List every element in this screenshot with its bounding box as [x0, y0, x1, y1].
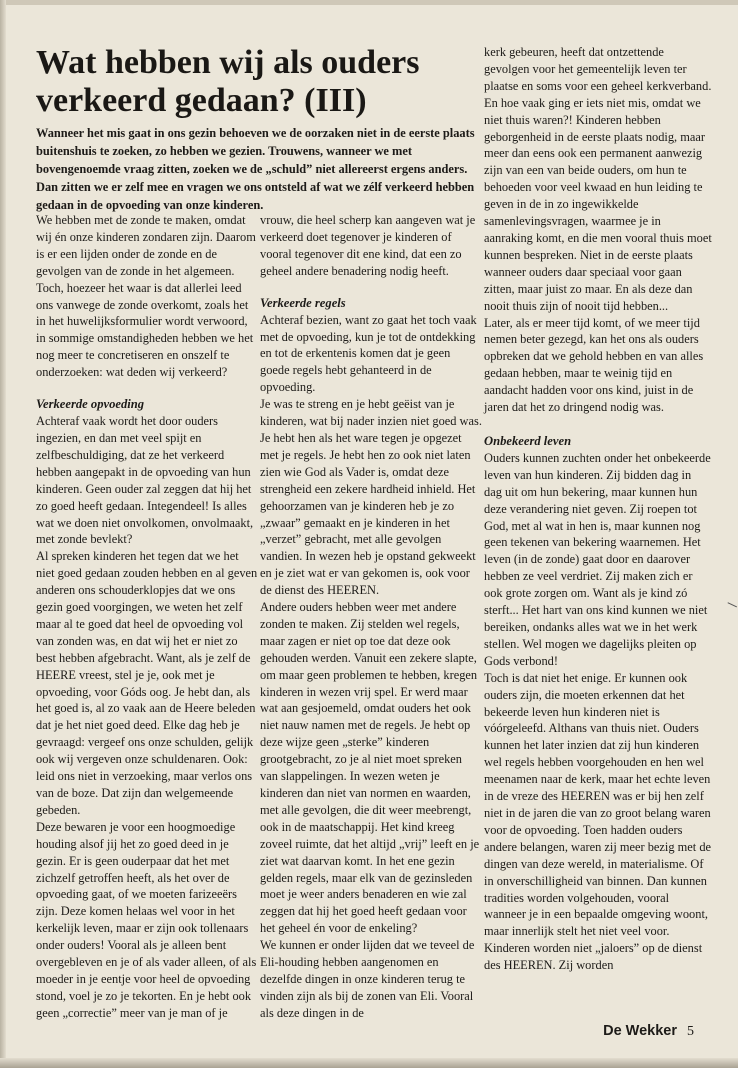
section-heading-onbekeerd-leven: Onbekeerd leven [484, 433, 572, 448]
paragraph: Deze bewaren je voor een hoogmoedige houding alsof jij het zo goed deed in je gezin. Er is geen ouderpaar dat het met zichzelf getroffen heeft, als het over de opvoeding gaat, of we moeten farizeeërs zijn. Deze komen helaas wel voor in het kerkelijk leven, maar er zijn ook tollenaars onder ouders! Vooral als je alleen bent overgebleven en je of als vader alleen, of als moeder in je eentje voor heel de opvoeding stond, voel je zo je tekorten. En je hebt ook geen „correctie” meer van je man of je [36, 819, 257, 1020]
column-3 [484, 44, 712, 974]
paragraph: Achteraf bezien, want zo gaat het toch vaak met de opvoeding, kun je tot de ontdekking en tot de erkentenis komen dat je geen goede regels hebt gehanteerd in de opvoeding. [260, 312, 477, 395]
paragraph: Je was te streng en je hebt geëist van je kinderen, wat bij nader inzien niet goed was. Je hebt hen als het ware tegen je opgezet met je regels. Je hebt hen zo ook niet laten zien wie God als Vader is, omdat deze strengheid een zekere hardheid inhield. Het gehoorzamen van je kinderen heb je zo „zwaar” gemaakt en je kinderen in het „verzet” gebracht, met alle gevolgen vandien. In wezen heb je opstand gekweekt en je ziet wat er van gekomen is, ook voor de dienst des HEEREN. [260, 397, 482, 598]
page-edge-top [0, 0, 738, 5]
paragraph: Ouders kunnen zuchten onder het onbekeerde leven van hun kinderen. Zij bidden dag in dag uit om hun bekering, maar kunnen hun deze verandering niet geven. Zij roepen tot God, met al wat in hen is, maar kunnen nog geen tekenen van bekering waarnemen. Het leven (in de zonde) gaat door en daarover hebben ze veel verdriet. Zij maken zich er ook grote zorgen om. Want als je kind zó sterft... Het hart van ons kind kunnen we niet bereiken, ondanks alles wat we in het werk stellen. Wel mogen we dagelijks pleiten op Gods verbond! [484, 450, 711, 668]
paragraph: Toch is dat niet het enige. Er kunnen ook ouders zijn, die moeten erkennen dat het bekeerde leven hun kinderen niet is vóórgeleefd. Althans van thuis niet. Ouders kunnen het later inzien dat zij hun kinderen wel regels hebben voorgehouden en hen wel meenamen naar de kerk, maar het echte leven in de vreze des HEEREN was er bij hen zelf niet in de jaren die van zo groot belang waren voor de opvoeding. Toen hadden ouders andere belangen, waren zij meer bezig met de dingen van deze wereld, in materialisme. Of in onverschilligheid van binnen. Dan kunnen tradities worden volgehouden, vooral wanneer je in een bepaalde omgeving woont, maar innerlijk stelt het niet veel voor. Kinderen worden niet „jaloers” op de dienst des HEEREN. Zij worden [484, 670, 712, 973]
paragraph: Achteraf vaak wordt het door ouders ingezien, en dan met veel spijt en zelfbeschuldiging, dat ze het verkeerd hebben aangepakt in de opvoeding van hun kinderen. Geen ouder zal zeggen dat hij het zo goed heeft gedaan. Integendeel! Is alles wat we doen niet onvolkomen, onvolmaakt, met zonde bevlekt? [36, 414, 254, 547]
paragraph: We kunnen er onder lijden dat we teveel de Eli-houding hebben aangenomen en dezelfde dingen in onze kinderen terug te vinden zijn als bij de zonen van Eli. Vooral als deze dingen in de [260, 938, 475, 1020]
page-footer [603, 1022, 694, 1041]
section-heading-verkeerde-opvoeding: Verkeerde opvoeding [36, 397, 145, 412]
column-1 [36, 212, 258, 1022]
paragraph: kerk gebeuren, heeft dat ontzettende gevolgen voor het gemeentelijk leven ter plaatse en soms voor een geheel kerkverband. [484, 45, 712, 93]
paragraph: We hebben met de zonde te maken, omdat wij én onze kinderen zondaren zijn. Daarom is er een lijden onder de zonde en de gevolgen van de zonde in het algemeen. Toch, hoezeer het waar is dat allerlei leed ons vanwege de zonde overkomt, zoals het in het huwelijksformulier wordt verwoord, in sommige omstandigheden hebben we het nog meer te concretiseren en onszelf te onderzoeken: wat deden wij verkeerd? [36, 213, 256, 380]
section-heading-verkeerde-regels: Verkeerde regels [260, 295, 346, 310]
column-2 [260, 212, 482, 1022]
paragraph: En hoe vaak ging er iets niet mis, omdat we niet thuis waren?! Kinderen hebben geborgenheid in de eerste plaats nodig, maar meer dan eens ook een permanent aanwezig zijn van een van beide ouders, om hun te behoeden voor veel kwaad en hun leiding te geven in de in zo ingewikkelde samenlevingsvragen, waarmee je in aanraking komt, en die men vooral thuis moet kunnen bespreken. Niet in de eerste plaats wanneer ouders daar speciaal voor gaan zitten, maar juist zo maar. En als deze dan nooit thuis zijn of nooit tijd hebben... [484, 95, 712, 313]
page-edge-left [0, 0, 6, 1068]
article-lead: Wanneer het mis gaat in ons gezin behoeven we de oorzaken niet in de eerste plaats buitenshuis te zoeken, zo hebben we gezien. Trouwens, wanneer we met bovengenoemde vraag zitten, zoeken we de „schuld” niet allereerst ergens anders. Dan zitten we er zelf mee en vragen we ons ontsteld af wat we zélf verkeerd hebben gedaan in de opvoeding van onze kinderen. [36, 126, 475, 212]
paragraph: Later, als er meer tijd komt, of we meer tijd nemen beter gezegd, kan het ons als ouders opbreken dat we gehold hebben en van alles gedaan hebben, maar te weinig tijd en aandacht hadden voor ons kind, juist in de jaren dat het zo dringend nodig was. [484, 315, 704, 415]
article-title: Wat hebben wij als ouders verkeerd gedaan? (III) [36, 44, 420, 119]
page-edge-bottom [0, 1058, 738, 1068]
magazine-name: De Wekker [603, 1023, 677, 1039]
paragraph: Andere ouders hebben weer met andere zonden te maken. Zij stelden wel regels, maar zagen er niet op toe dat deze ook gehouden werden. Vanuit een zekere slapte, om maar geen problemen te hebben, kregen kinderen in wezen vrij spel. Er werd maar wat aan gesjoemeld, omdat ouders het ook niet nauw namen met de regels. Je hebt op deze wijze geen „sterke” kinderen grootgebracht, zo je al niet moet spreken van slappelingen. In wezen weten je kinderen dan niet van normen en waarden, met alle gevolgen, die dit weer meebrengt, ook in de maatschappij. Het kind kreeg zoveel ruimte, dat het altijd „vrij” leeft en je ziet wat daarvan komt. In het ene gezin gelden regels, maar elk van de gezinsleden moet je weer anders benaderen en wie zal zeggen dat hij het goed heeft gedaan voor het geheel én voor de enkeling? [260, 600, 480, 936]
page-number: 5 [687, 1024, 694, 1039]
paragraph: vrouw, die heel scherp kan aangeven wat je verkeerd doet tegenover je kinderen of vooral tegenover dit ene kind, dat een zo geheel andere benadering nodig heeft. [260, 213, 476, 278]
margin-mark [725, 602, 737, 613]
paragraph: Al spreken kinderen het tegen dat we het niet goed gedaan zouden hebben en al geven anderen ons schouderklopjes dat we ons gezin goed voorgingen, we weten het zelf maar al te goed dat heel de opvoeding vol van zonden was, en dat wij het er niet zo best hebben afgebracht. Want, als je zelf de HEERE vreest, stel je je, ook met je opvoeding, voor Góds oog. Je hebt dan, als het goed is, al zo vaak aan de Heere beleden dat je het niet goed deed. Elke dag heb je gevraagd: vergeef ons onze schulden, gelijk ook wij vergeven onze schuldenaren. Ook: leid ons niet in verzoeking, maar verlos ons van de boze. Dat zijn dan welgemeende gebeden. [36, 549, 258, 817]
